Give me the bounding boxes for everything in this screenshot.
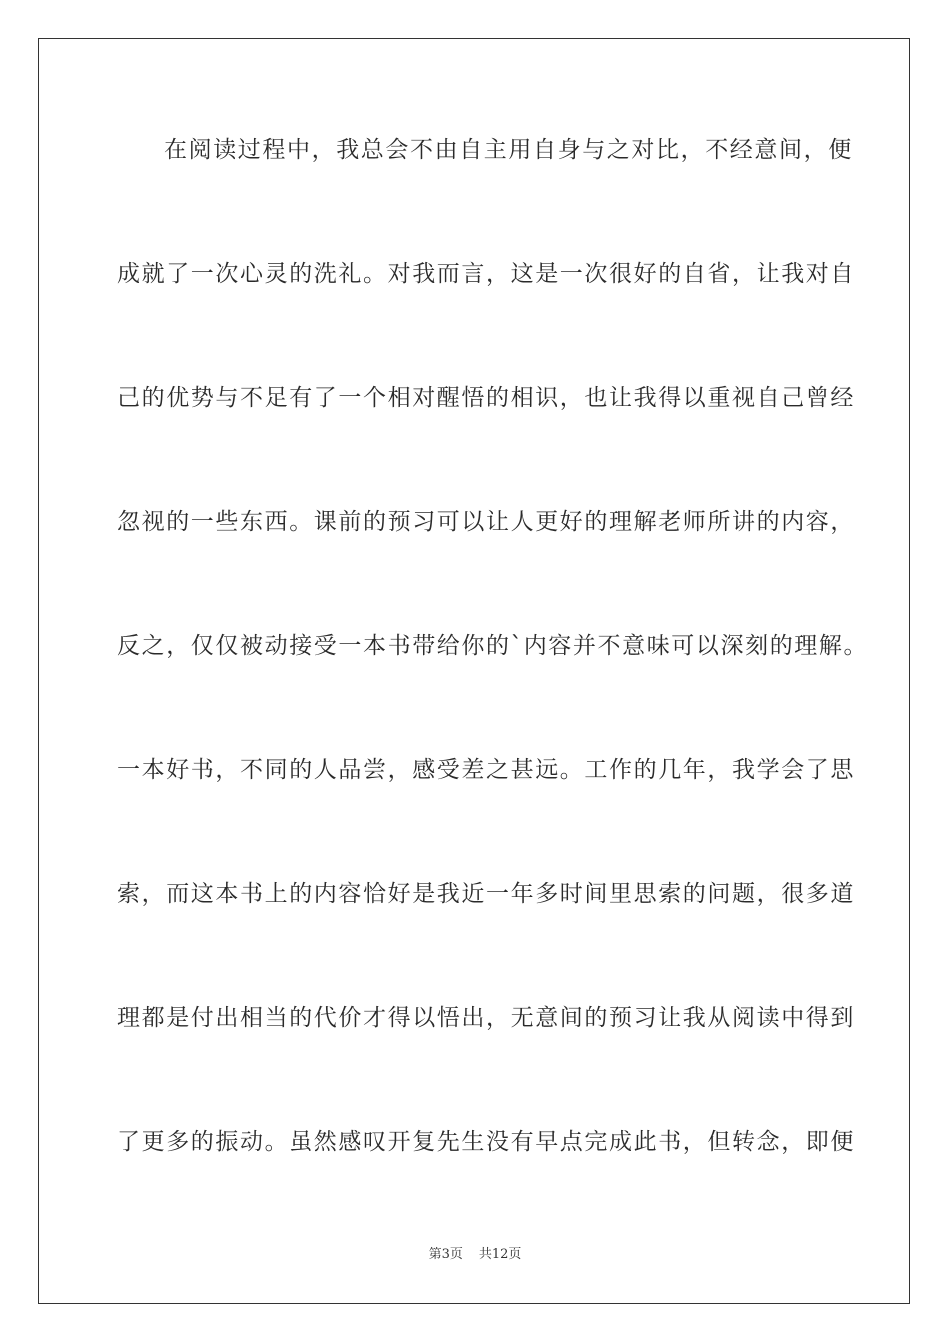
text-line-6: 一本好书，不同的人品尝，感受差之甚远。工作的几年，我学会了思: [117, 757, 855, 783]
page-footer: [0, 1246, 950, 1264]
text-line-1: 在阅读过程中，我总会不由自主用自身与之对比，不经意间，便: [164, 137, 853, 163]
text-line-8: 理都是付出相当的代价才得以悟出，无意间的预习让我从阅读中得到: [117, 1005, 855, 1031]
page-border: [38, 38, 910, 1304]
text-line-2: 成就了一次心灵的洗礼。对我而言，这是一次很好的自省，让我对自: [117, 261, 855, 287]
text-line-4: 忽视的一些东西。课前的预习可以让人更好的理解老师所讲的内容，: [117, 509, 855, 535]
text-line-9: 了更多的振动。虽然感叹开复先生没有早点完成此书，但转念，即便: [117, 1129, 855, 1155]
text-line-3: 己的优势与不足有了一个相对醒悟的相识，也让我得以重视自己曾经: [117, 385, 855, 411]
text-line-7: 索，而这本书上的内容恰好是我近一年多时间里思索的问题，很多道: [117, 881, 855, 907]
page-number: 第3页: [428, 1247, 463, 1262]
text-line-5: 反之，仅仅被动接受一本书带给你的`内容并不意味可以深刻的理解。: [117, 633, 869, 659]
page-total: 共12页: [478, 1247, 522, 1262]
